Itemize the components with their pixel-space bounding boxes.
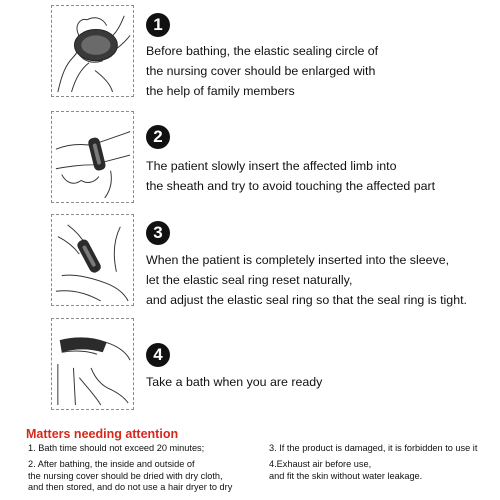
attention-note-3 xyxy=(269,443,477,455)
attention-note-3-line-1: 3. If the product is damaged, it is forbidden to use it xyxy=(269,443,478,453)
step-2-description xyxy=(146,156,496,196)
step-1-line-1: Before bathing, the elastic sealing circle of xyxy=(146,44,379,58)
step-2-line-1: The patient slowly insert the affected limb into xyxy=(146,159,397,173)
step-4-line-1: Take a bath when you are ready xyxy=(146,375,323,389)
step-1-description xyxy=(146,41,496,101)
step-3-number-badge: 3 xyxy=(146,221,170,245)
step-1-number-badge: 1 xyxy=(146,13,170,37)
attention-note-1-line-1: 1. Bath time should not exceed 20 minutes; xyxy=(28,443,205,453)
hands-stretching-cover-illustration xyxy=(52,6,133,96)
step-3-line-2: let the elastic seal ring reset naturally, xyxy=(146,273,353,287)
step-2-line-2: the sheath and try to avoid touching the affected part xyxy=(146,179,436,193)
seal-ring-adjust-illustration xyxy=(52,215,133,305)
attention-note-2-line-1: 2. After bathing, the inside and outside of xyxy=(28,459,195,469)
step-4-number-badge: 4 xyxy=(146,343,170,367)
step-1-illustration xyxy=(51,5,134,97)
step-2-illustration xyxy=(51,111,134,203)
step-3-illustration xyxy=(51,214,134,306)
limb-inserting-illustration xyxy=(52,112,133,202)
attention-note-4-line-2: and fit the skin without water leakage. xyxy=(269,470,423,481)
covered-arm-illustration xyxy=(52,319,133,409)
step-3-line-3: and adjust the elastic seal ring so that the seal ring is tight. xyxy=(146,293,467,307)
attention-note-4 xyxy=(269,459,422,482)
attention-note-1 xyxy=(28,443,204,455)
step-4-illustration xyxy=(51,318,134,410)
attention-note-2-line-3: and then stored, and do not use a hair dryer to dry xyxy=(28,482,233,492)
attention-note-4-line-1: 4.Exhaust air before use, xyxy=(269,459,372,469)
step-3-description xyxy=(146,250,496,310)
step-2-number-badge: 2 xyxy=(146,125,170,149)
attention-note-2 xyxy=(28,459,232,494)
attention-note-2-line-2: the nursing cover should be dried with dry cloth, xyxy=(28,470,223,481)
step-3-line-1: When the patient is completely inserted into the sleeve, xyxy=(146,253,450,267)
step-1-line-2: the nursing cover should be enlarged with xyxy=(146,64,376,78)
attention-title: Matters needing attention xyxy=(26,427,179,441)
step-1-line-3: the help of family members xyxy=(146,84,295,98)
step-4-description xyxy=(146,372,496,392)
